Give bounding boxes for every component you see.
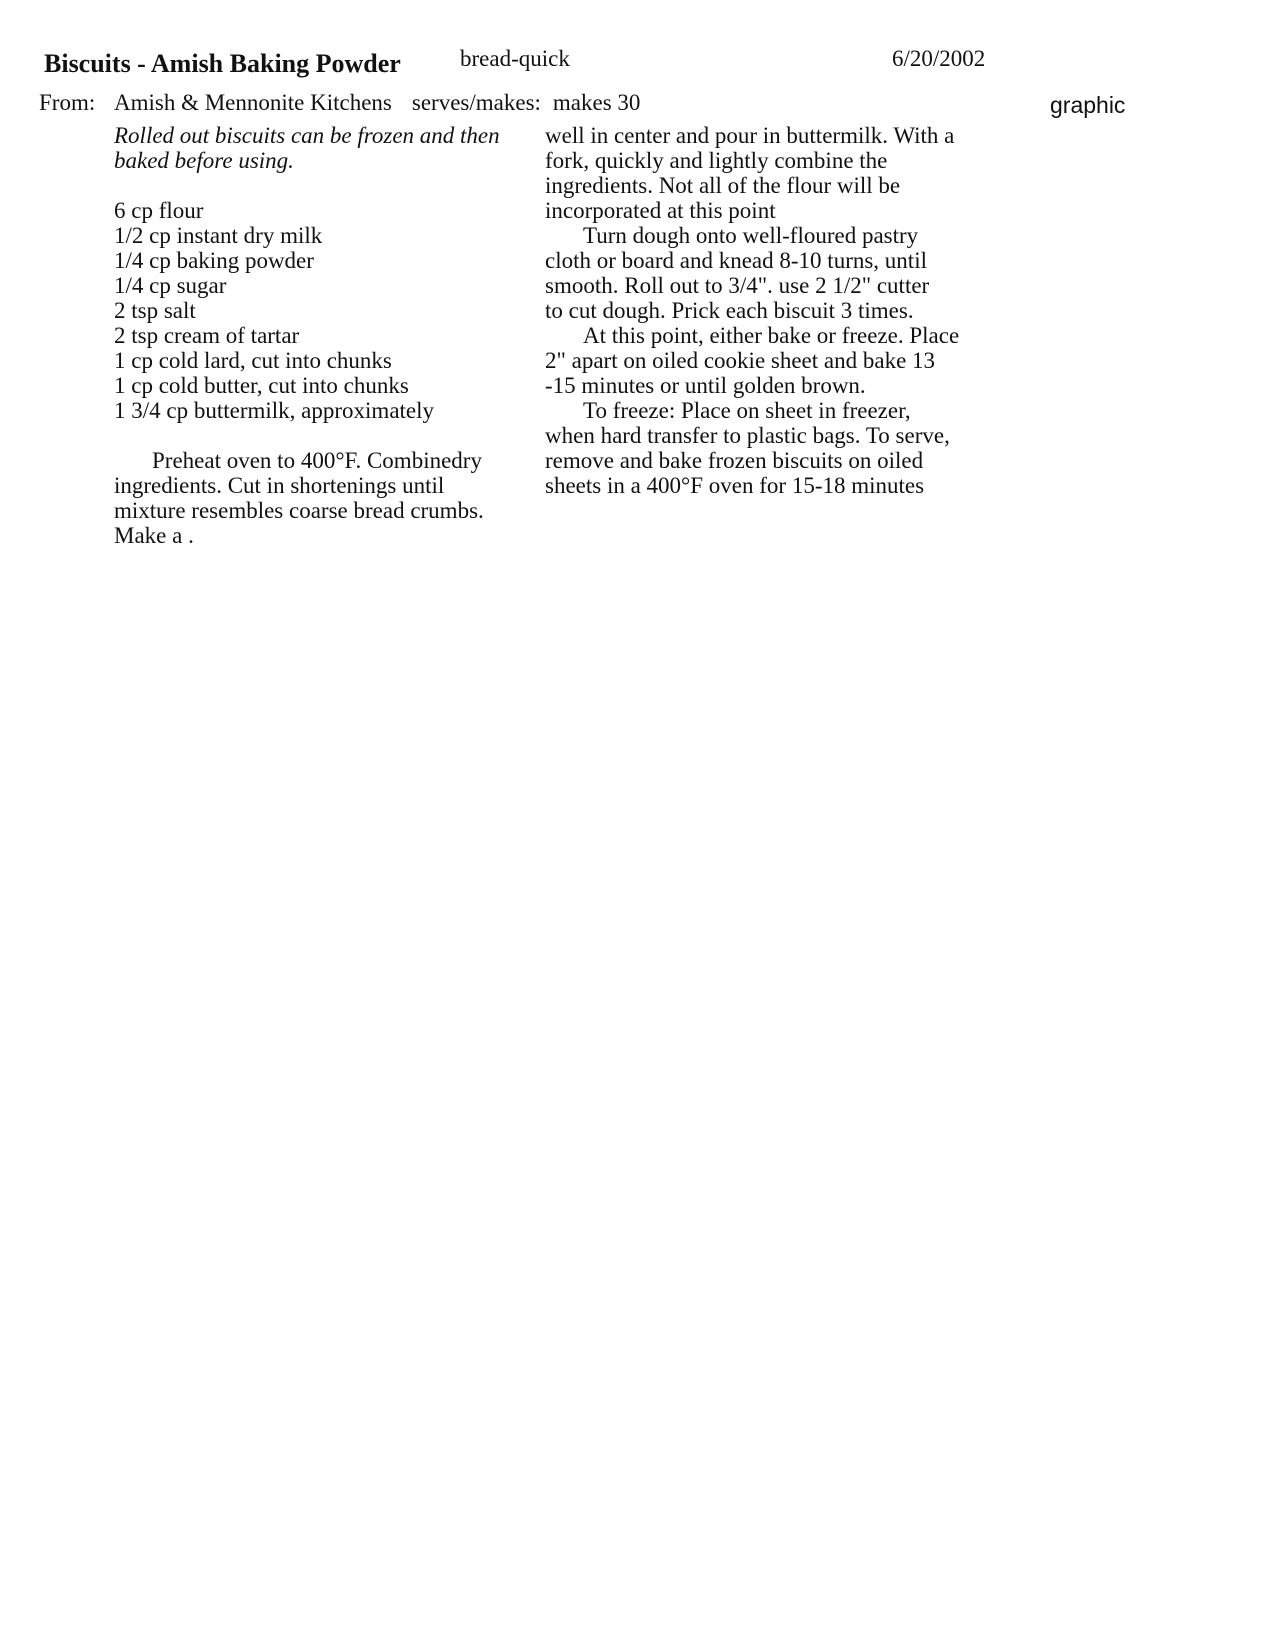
note-line: Rolled out biscuits can be frozen and then (114, 123, 500, 148)
recipe-title: Biscuits - Amish Baking Powder (44, 49, 401, 78)
direction-line: to cut dough. Prick each biscuit 3 times. (545, 298, 914, 323)
spacer (114, 173, 544, 198)
ingredient-item: 2 tsp salt (114, 298, 196, 323)
recipe-date: 6/20/2002 (892, 46, 986, 71)
recipe-category: bread-quick (460, 46, 570, 71)
graphic-placeholder: graphic (1050, 92, 1126, 118)
direction-line: Make a . (114, 523, 194, 548)
direction-line: At this point, either bake or freeze. Place (583, 323, 960, 348)
ingredient-item: 1/2 cp instant dry milk (114, 223, 323, 248)
serves-label: serves/makes: (411, 90, 541, 115)
direction-line: incorporated at this point (545, 198, 776, 223)
direction-line: mixture resembles coarse bread crumbs. (114, 498, 484, 523)
direction-line: ingredients. Not all of the flour will be (545, 173, 901, 198)
direction-line: cloth or board and knead 8-10 turns, until (545, 248, 927, 273)
direction-line: Preheat oven to 400°F. Combinedry (152, 448, 482, 473)
source-row (39, 88, 640, 118)
recipe-source: Amish & Mennonite Kitchens (114, 90, 392, 115)
direction-line: ingredients. Cut in shortenings until (114, 473, 445, 498)
direction-line: To freeze: Place on sheet in freezer, (583, 398, 911, 423)
ingredient-item: 1/4 cp sugar (114, 273, 227, 298)
direction-line: -15 minutes or until golden brown. (545, 373, 866, 398)
direction-line: Turn dough onto well-floured pastry (583, 223, 919, 248)
direction-line: sheets in a 400°F oven for 15-18 minutes (545, 473, 925, 498)
from-label: From: (39, 90, 96, 115)
recipe-right-column (545, 123, 1015, 498)
direction-line: remove and bake frozen biscuits on oiled (545, 448, 924, 473)
direction-line: fork, quickly and lightly combine the (545, 148, 888, 173)
serves-value: makes 30 (552, 90, 641, 115)
ingredient-item: 1/4 cp baking powder (114, 248, 314, 273)
ingredient-item: 6 cp flour (114, 198, 204, 223)
ingredient-item: 1 cp cold lard, cut into chunks (114, 348, 392, 373)
ingredient-item: 1 cp cold butter, cut into chunks (114, 373, 409, 398)
recipe-left-column (114, 123, 544, 548)
direction-line: smooth. Roll out to 3/4". use 2 1/2" cutter (545, 273, 930, 298)
direction-line: 2" apart on oiled cookie sheet and bake 13 (545, 348, 936, 373)
note-line: baked before using. (114, 148, 294, 173)
spacer (114, 423, 544, 448)
direction-line: well in center and pour in buttermilk. With a (545, 123, 955, 148)
ingredient-item: 1 3/4 cp buttermilk, approximately (114, 398, 435, 423)
direction-line: when hard transfer to plastic bags. To serve, (545, 423, 950, 448)
ingredient-item: 2 tsp cream of tartar (114, 323, 300, 348)
